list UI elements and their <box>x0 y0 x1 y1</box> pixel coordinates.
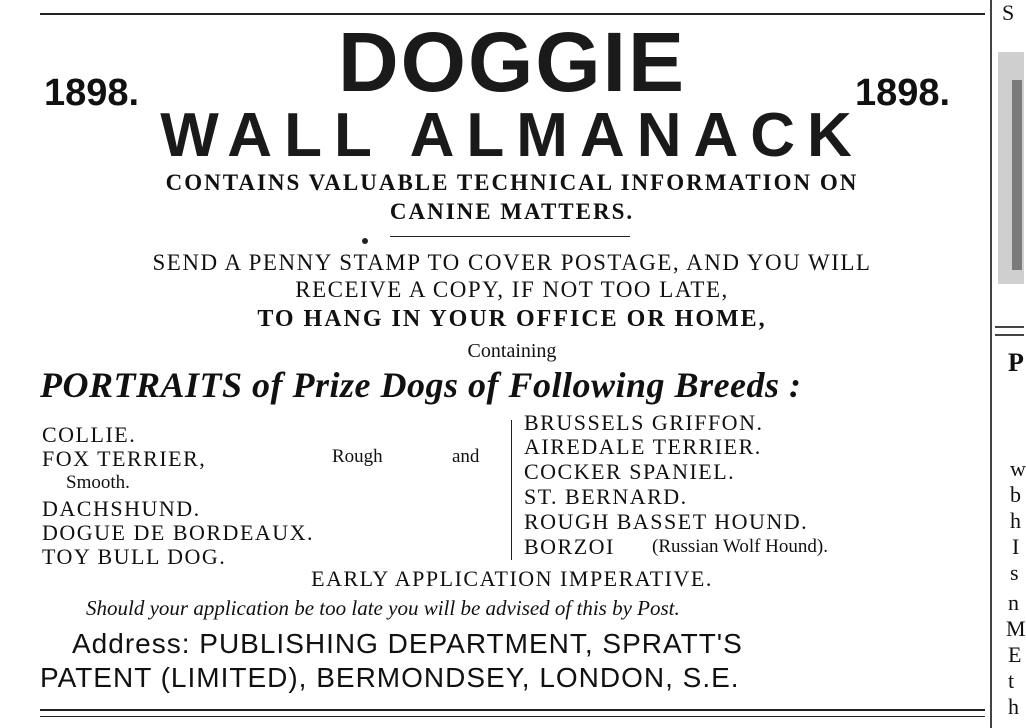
containing-label: Containing <box>467 340 557 362</box>
breed-item: Smooth. <box>66 472 130 493</box>
breed-item: COCKER SPANIEL. <box>524 459 736 484</box>
adjacent-column-letter: s <box>1010 560 1019 585</box>
adjacent-column-rule <box>995 334 1024 336</box>
adjacent-column-letter: w <box>1010 456 1026 481</box>
late-notice: Should your application be too late you will be advised of this by Post. <box>86 596 680 620</box>
contains-line-1: CONTAINS VALUABLE TECHNICAL INFORMATION ON <box>165 170 859 195</box>
send-line-1: SEND A PENNY STAMP TO COVER POSTAGE, AND YOU WILL <box>152 250 872 275</box>
year-left: 1898. <box>44 72 140 114</box>
breed-item: DACHSHUND. <box>42 496 201 521</box>
breed-item: COLLIE. <box>42 422 137 447</box>
contains-line-2: CANINE MATTERS. <box>389 199 635 224</box>
breed-item: AIREDALE TERRIER. <box>524 434 762 459</box>
send-line-2: RECEIVE A COPY, IF NOT TOO LATE, <box>295 277 729 302</box>
address-line-2: PATENT (LIMITED), BERMONDSEY, LONDON, S.E. <box>40 662 740 693</box>
early-application: EARLY APPLICATION IMPERATIVE. <box>311 566 713 591</box>
breed-note-and: and <box>452 446 480 467</box>
breed-item: FOX TERRIER, <box>42 446 207 471</box>
year-right: 1898. <box>855 72 951 114</box>
portraits-heading: PORTRAITS of Prize Dogs of Following Breeds : <box>40 365 802 405</box>
adjacent-column-letter: I <box>1012 534 1020 559</box>
adjacent-column-letter: h <box>1008 694 1019 719</box>
breed-item: ST. BERNARD. <box>524 484 688 509</box>
adjacent-column-image-dark <box>1012 80 1022 270</box>
breed-item: TOY BULL DOG. <box>42 544 227 569</box>
bottom-rule <box>40 709 985 711</box>
borzoi-note: (Russian Wolf Hound). <box>652 536 828 557</box>
breed-item: BORZOI <box>524 534 615 559</box>
title-doggie: DOGGIE <box>337 15 687 109</box>
adjacent-column-letter: n <box>1008 590 1019 615</box>
adjacent-column-letter: S <box>1002 0 1015 25</box>
adjacent-column-letter: b <box>1010 482 1021 507</box>
breed-item: BRUSSELS GRIFFON. <box>524 410 764 435</box>
section-rule <box>390 236 630 237</box>
adjacent-column-letter: t <box>1008 668 1015 693</box>
breed-item: ROUGH BASSET HOUND. <box>524 509 809 534</box>
adjacent-column-letter: E <box>1008 642 1022 667</box>
breed-column-divider <box>511 420 512 560</box>
adjacent-column-rule <box>995 326 1024 328</box>
adjacent-column-letter: h <box>1010 508 1021 533</box>
hang-line: TO HANG IN YOUR OFFICE OR HOME, <box>257 306 767 332</box>
title-wall-almanack: WALL ALMANACK <box>160 101 864 170</box>
ornament-dot <box>362 238 368 244</box>
breed-note-rough: Rough <box>332 446 383 467</box>
breed-item: DOGUE DE BORDEAUX. <box>42 520 315 545</box>
address-line-1: Address: PUBLISHING DEPARTMENT, SPRATT'S <box>72 628 743 659</box>
bottom-rule-thin <box>40 716 985 717</box>
adjacent-column-letter: M <box>1006 616 1026 641</box>
adjacent-column-letter: P <box>1008 348 1024 377</box>
